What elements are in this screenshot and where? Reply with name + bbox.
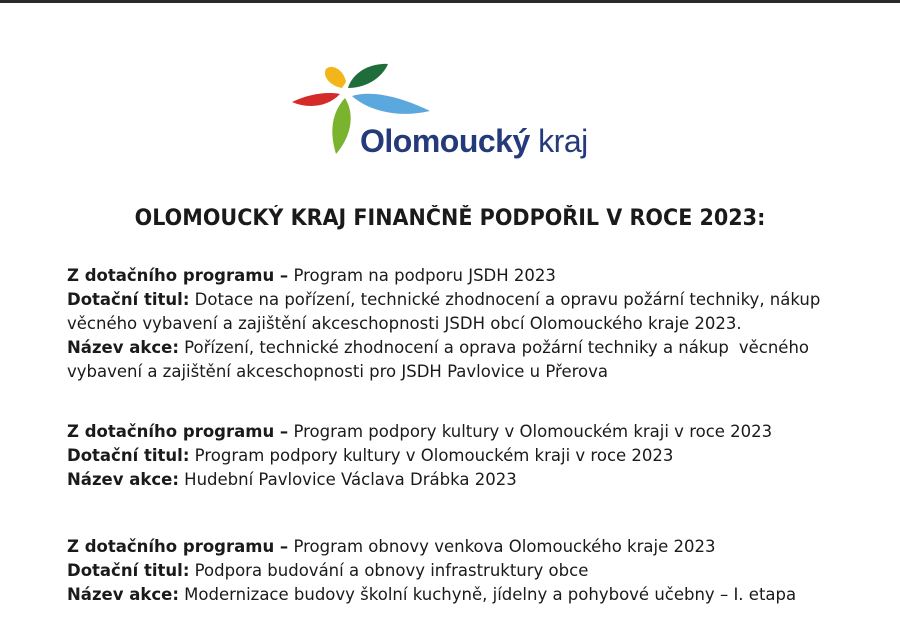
- action-name-label: Název akce:: [67, 338, 179, 357]
- grant-title-line: [67, 288, 867, 312]
- program-label: Z dotačního programu –: [67, 537, 289, 556]
- program-label: Z dotačního programu –: [67, 266, 289, 285]
- program-line: [67, 535, 867, 559]
- grant-title-value: Dotace na pořízení, technické zhodnocení a opravu požární techniky, nákup: [194, 290, 821, 309]
- logo-name-light: kraj: [538, 123, 588, 159]
- olomoucky-kraj-logo: [290, 58, 630, 164]
- action-name-label: Název akce:: [67, 585, 179, 604]
- program-label: Z dotačního programu –: [67, 422, 289, 441]
- grant-section-3: [67, 535, 867, 607]
- grant-title-label: Dotační titul:: [67, 290, 190, 309]
- action-name-label: Název akce:: [67, 470, 179, 489]
- program-value: Program na podporu JSDH 2023: [293, 266, 556, 285]
- action-name-line-continued: vybavení a zajištění akceschopnosti pro JSDH Pavlovice u Přerova: [67, 362, 608, 381]
- grant-section-2: [67, 420, 867, 492]
- action-name-value-tail: věcného: [738, 338, 810, 357]
- program-value: Program podpory kultury v Olomouckém kraji v roce 2023: [293, 422, 773, 441]
- grant-title-line-continued: věcného vybavení a zajištění akceschopnosti JSDH obcí Olomouckého kraje 2023.: [67, 314, 742, 333]
- grant-title-line: [67, 444, 867, 468]
- program-line: [67, 420, 867, 444]
- program-value: Program obnovy venkova Olomouckého kraje 2023: [293, 537, 716, 556]
- logo-name-bold: Olomoucký: [360, 123, 530, 159]
- grant-title-label: Dotační titul:: [67, 561, 190, 580]
- grant-title-value: Program podpory kultury v Olomouckém kraji v roce 2023: [194, 446, 674, 465]
- grant-title-value: Podpora budování a obnovy infrastruktury obce: [194, 561, 589, 580]
- logo-wordmark: [360, 121, 588, 161]
- grant-title-line: [67, 559, 867, 583]
- action-name-line: [67, 336, 867, 360]
- action-name-value: Modernizace budovy školní kuchyně, jídelny a pohybové učebny – I. etapa: [184, 585, 797, 604]
- action-name-value: Pořízení, technické zhodnocení a oprava požární techniky a nákup: [184, 338, 729, 357]
- grant-section-1: [67, 264, 867, 384]
- grant-title-label: Dotační titul:: [67, 446, 190, 465]
- action-name-line: [67, 468, 867, 492]
- page-title: OLOMOUCKÝ KRAJ FINANČNĚ PODPOŘIL V ROCE 2023:: [134, 206, 766, 231]
- program-line: [67, 264, 867, 288]
- action-name-line: [67, 583, 867, 607]
- action-name-value: Hudební Pavlovice Václava Drábka 2023: [184, 470, 517, 489]
- page-top-edge: [0, 0, 900, 3]
